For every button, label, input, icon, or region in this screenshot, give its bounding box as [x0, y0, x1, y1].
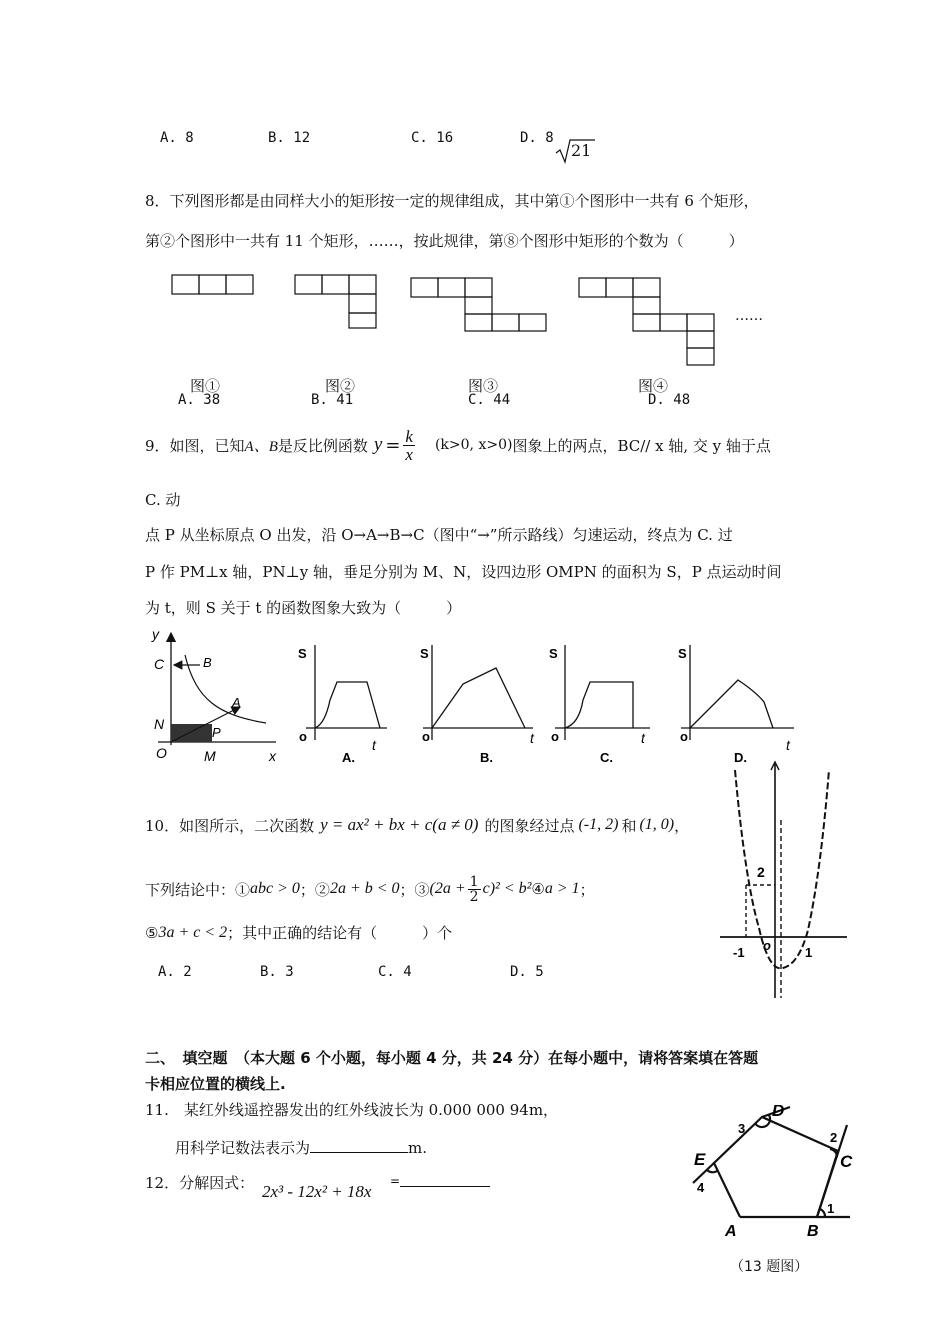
fig3-rects: [411, 278, 546, 331]
q9-line5: 为 t，则 S 关于 t 的函数图象大致为（ ）: [145, 599, 462, 617]
q10-point1: (-1, 2): [578, 816, 619, 833]
label-c: C: [154, 656, 165, 672]
label-s: S: [678, 646, 687, 661]
label-a: A: [725, 1223, 737, 1240]
q8-line2: 第②个图形中一共有 11 个矩形，……，按此规律，第⑧个图形中矩形的个数为（ ）: [145, 232, 744, 250]
q10-c3-fraction: [468, 875, 481, 904]
q9-fn-y: y: [373, 434, 383, 455]
q10-option-d: D. 5: [510, 964, 544, 980]
q10-option-c: C. 4: [378, 964, 412, 980]
q10-c1: abc > 0: [250, 880, 300, 897]
label-x: x: [269, 748, 276, 764]
q10-prefix: 10．如图所示，二次函数: [145, 816, 315, 835]
q10-line1: [145, 805, 689, 845]
parabola-curve: [735, 770, 829, 968]
curve-c: [565, 682, 633, 728]
label-a: A: [232, 695, 241, 710]
q13-pentagon-figure: [685, 1105, 870, 1240]
q8-option-c: C. 44: [468, 392, 511, 408]
q11-line2: [175, 1137, 427, 1158]
q9-after: 图象上的两点，: [512, 436, 618, 455]
q9-bc: BC// x 轴, 交 y 轴于点: [617, 436, 771, 455]
label-t: t: [641, 730, 645, 746]
label-1: 1: [805, 945, 813, 960]
option-a-label: A.: [342, 750, 355, 765]
q10-sep4: ；: [579, 880, 595, 899]
label-t: t: [530, 730, 534, 746]
curve-d: [690, 680, 773, 728]
q10-c3-a: (2a +: [429, 880, 466, 897]
label-t: t: [372, 737, 376, 753]
q10-sep1: ；②: [299, 880, 330, 899]
curve-a: [315, 682, 380, 728]
q8-fig-label-2: 图②: [325, 377, 356, 395]
label-c: C: [840, 1152, 853, 1171]
q9-frac-num: k: [405, 426, 413, 446]
q13-caption: （13 题图）: [730, 1259, 809, 1275]
label-s: S: [420, 646, 429, 661]
q7-option-c: C. 16: [411, 130, 454, 146]
q10-c3-den: 2: [469, 888, 479, 905]
q11-unit: m.: [408, 1139, 428, 1157]
q10-line2-a: 下列结论中：①: [145, 880, 251, 899]
q10-mid: 的图象经过点: [484, 816, 575, 835]
q10-line3: [145, 922, 452, 943]
q12-prefix: 12．分解因式：: [145, 1174, 255, 1192]
q7-sqrt-radicand: 21: [571, 141, 592, 160]
q9-fraction: [403, 428, 415, 463]
q7-option-b: B. 12: [268, 130, 311, 146]
q10-c5: 3a + c < 2: [158, 923, 228, 941]
fig2-rects: [295, 275, 376, 328]
q9-condition: (k>0, x>0): [434, 437, 513, 453]
q10-line3-post: ；其中正确的结论有（ ）个: [227, 924, 453, 942]
q9-graph-c: [545, 640, 655, 770]
q10-c4-pre: ④: [531, 880, 545, 898]
q11-prompt: 用科学记数法表示为: [175, 1139, 311, 1157]
label-t: t: [786, 737, 790, 753]
q12-expression: 2x³ - 12x² + 18x: [262, 1182, 372, 1201]
label-b: B: [807, 1223, 819, 1240]
label-m: M: [204, 748, 216, 764]
label-o: o: [551, 729, 559, 744]
arc-1: [820, 1209, 825, 1217]
section2-line2: 卡相应位置的横线上.: [145, 1075, 286, 1093]
label-angle-1: 1: [827, 1201, 835, 1216]
q10-parabola-graph: [715, 760, 850, 1000]
label-y: y: [152, 626, 159, 642]
q7-option-a: A. 8: [160, 130, 194, 146]
q9-mid: 是反比例函数: [277, 436, 368, 455]
option-c-label: C.: [600, 750, 613, 765]
q10-sep2: ；③: [399, 880, 430, 899]
curve-b: [432, 668, 525, 728]
option-b-label: B.: [480, 750, 493, 765]
label-angle-2: 2: [830, 1130, 838, 1145]
q8-line1: 8．下列图形都是由同样大小的矩形按一定的规律组成，其中第①个图形中一共有 6 个矩形，: [145, 192, 759, 210]
q9-graph-a: [292, 640, 392, 770]
label-o: o: [422, 729, 430, 744]
pentagon: [714, 1117, 838, 1217]
q10-option-b: B. 3: [260, 964, 294, 980]
arc-4: [707, 1170, 717, 1172]
q11-line1: 11. 某红外线遥控器发出的红外线波长为 0.000 000 94m，: [145, 1101, 559, 1119]
q9-prefix: 9．如图，已知: [145, 436, 245, 455]
label-neg1: -1: [733, 945, 745, 960]
q10-and: 和: [621, 816, 637, 835]
label-n: N: [154, 716, 165, 732]
q8-fig-label-4: 图④: [638, 377, 669, 395]
label-origin: o: [763, 938, 771, 953]
q10-c4: a > 1: [544, 880, 580, 897]
label-s: S: [549, 646, 558, 661]
label-2: 2: [757, 864, 765, 880]
label-b: B: [203, 655, 212, 670]
label-s: S: [298, 646, 307, 661]
q9-graph-b: [418, 640, 538, 770]
q10-function: y = ax² + bx + c(a ≠ 0): [320, 815, 479, 834]
q10-c3-b: c)² < b²: [482, 880, 532, 897]
q10-comma: ，: [674, 816, 690, 835]
label-o: O: [156, 745, 167, 761]
q9-line3: 点 P 从坐标原点 O 出发，沿 O→A→B→C（图中“→”所示路线）匀速运动，终点为 C. 过: [145, 526, 733, 544]
q8-fig-label-1: 图①: [190, 377, 221, 395]
q9-line4: P 作 PM⊥x 轴，PN⊥y 轴，垂足分别为 M、N，设四边形 OMPN 的面积为 S，P 点运动时间: [145, 563, 782, 581]
q9-graph-d: [676, 640, 801, 770]
q12-eq: =: [390, 1174, 401, 1188]
q9-points: A、B: [244, 438, 278, 455]
section2-line1: 二、 填空题 （本大题 6 个小题，每小题 4 分，共 24 分）在每小题中，请将答案填在答题: [145, 1049, 759, 1067]
q9-frac-den: x: [405, 444, 413, 464]
q8-option-b: B. 41: [311, 392, 354, 408]
q10-c3-num: 1: [469, 873, 479, 890]
q10-line2: [145, 867, 595, 911]
q9-line2: C. 动: [145, 491, 181, 509]
q11-answer-blank[interactable]: [310, 1138, 408, 1153]
q10-line3-pre: ⑤: [145, 923, 159, 942]
fig4-rects: [579, 278, 714, 365]
q8-fig-label-3: 图③: [468, 377, 499, 395]
label-e: E: [694, 1150, 706, 1169]
option-d-label: D.: [734, 750, 747, 765]
q8-ellipsis: ……: [735, 308, 763, 324]
label-angle-4: 4: [697, 1180, 705, 1195]
q8-rect-figures: [160, 270, 800, 375]
label-p: P: [212, 725, 221, 740]
q7-option-d: D. 8: [520, 130, 554, 146]
q9-main-diagram: [148, 625, 288, 770]
q8-option-d: D. 48: [648, 392, 691, 408]
fig1-rects: [172, 275, 253, 294]
q10-option-a: A. 2: [158, 964, 192, 980]
q10-point2: (1, 0): [639, 816, 675, 833]
q8-option-a: A. 38: [178, 392, 221, 408]
q9-line1: [145, 423, 771, 467]
label-o: o: [299, 729, 307, 744]
q12-answer-blank[interactable]: [400, 1172, 490, 1187]
q10-c2: 2a + b < 0: [329, 880, 400, 897]
label-angle-3: 3: [738, 1121, 746, 1136]
label-d: D: [772, 1105, 785, 1120]
q9-eq: =: [385, 434, 401, 456]
label-o: o: [680, 729, 688, 744]
